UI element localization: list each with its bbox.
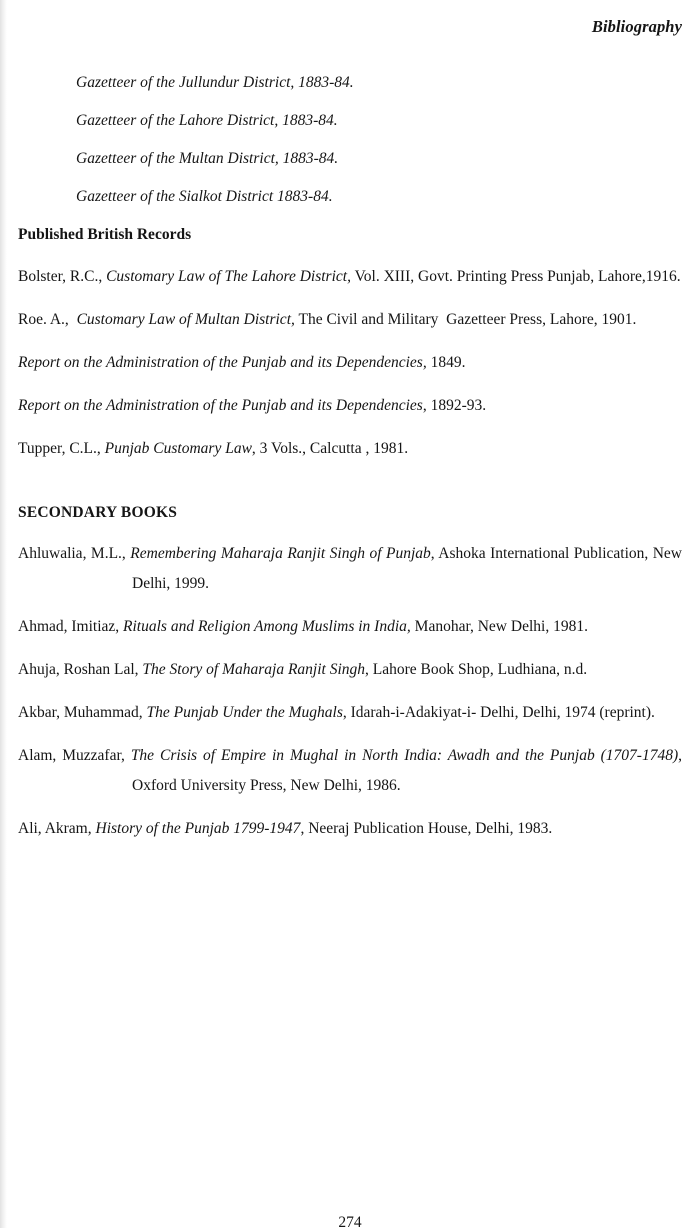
bibliography-entry [18,698,682,728]
bibliography-entry [18,391,682,421]
entry-imprint: 1849. [426,354,466,371]
entry-title: Report on the Administration of the Punjab and its Dependencies [18,397,423,414]
bibliography-entry [18,434,682,464]
bibliography-entry [18,348,682,378]
entry-imprint: , 1892-93. [422,397,487,414]
entry-imprint: , 3 Vols., Calcutta , 1981. [251,440,409,457]
bibliography-entry [18,262,682,292]
entry-author: Akbar, Muhammad, [18,704,147,721]
entry-author: Ahuja, Roshan Lal, [18,661,143,678]
entry-title: Punjab Customary Law [104,440,252,457]
section-heading-published-british-records: Published British Records [18,226,192,243]
entry-title: Customary Law of Multan District, [76,311,295,328]
bibliography-entry [18,741,686,801]
entry-title: Report on the Administration of the Punjab and its Dependencies, [18,354,427,371]
entry-imprint: , Neeraj Publication House, Delhi, 1983. [300,820,553,837]
entry-imprint: , Oxford University Press, New Delhi, 1986. [132,747,686,794]
entry-author: Ahluwalia, M.L., [18,545,131,562]
entry-title: Rituals and Religion Among Muslims in India, [123,618,411,635]
entry-title: The Punjab Under the Mughals [146,704,343,721]
entry-title: Remembering Maharaja Ranjit Singh of Punjab [130,545,431,562]
entry-title: The Crisis of Empire in Mughal in North India: Awadh and the Punjab (1707-1748) [130,747,679,764]
entry-imprint: , Ashoka International Publication, New Delhi, 1999. [132,545,686,592]
page-body [18,74,686,844]
entry-author: Ahmad, Imitiaz, [18,618,124,635]
section-heading-secondary-books: SECONDARY BOOKS [18,504,178,521]
gazetteer-item: Gazetteer of the Lahore District, 1883-84. [76,112,338,129]
entry-title: The Story of Maharaja Ranjit Singh [142,661,366,678]
entry-author: Roe. A., [18,311,77,328]
running-head-bibliography: Bibliography [591,17,682,36]
bibliography-entry [18,539,686,599]
entry-author: Tupper, C.L., [18,440,105,457]
bibliography-entry [18,814,682,844]
entry-author: Alam, Muzzafar, [18,747,131,764]
entry-imprint: Manohar, New Delhi, 1981. [410,618,588,635]
gazetteer-item: Gazetteer of the Sialkot District 1883-84. [76,188,333,205]
entry-author: Ali, Akram, [18,820,96,837]
entry-imprint: The Civil and Military Gazetteer Press, Lahore, 1901. [294,311,637,328]
gazetteer-item: Gazetteer of the Jullundur District, 1883-84. [76,74,354,91]
entry-imprint: , Lahore Book Shop, Ludhiana, n.d. [365,661,588,678]
gazetteer-list [76,74,682,205]
entry-imprint: Vol. XIII, Govt. Printing Press Punjab, Lahore,1916. [350,268,681,285]
bibliography-entry [18,655,682,685]
entry-title: Customary Law of The Lahore District, [106,268,351,285]
bibliography-entry [18,612,682,642]
bibliography-entry [18,305,682,335]
entry-author: Bolster, R.C., [18,268,107,285]
entry-title: History of the Punjab 1799-1947 [95,820,301,837]
page-number: 274 [338,1214,362,1231]
entry-imprint: , Idarah-i-Adakiyat-i- Delhi, Delhi, 1974 (reprint). [342,704,655,721]
gazetteer-item: Gazetteer of the Multan District, 1883-84. [76,150,339,167]
